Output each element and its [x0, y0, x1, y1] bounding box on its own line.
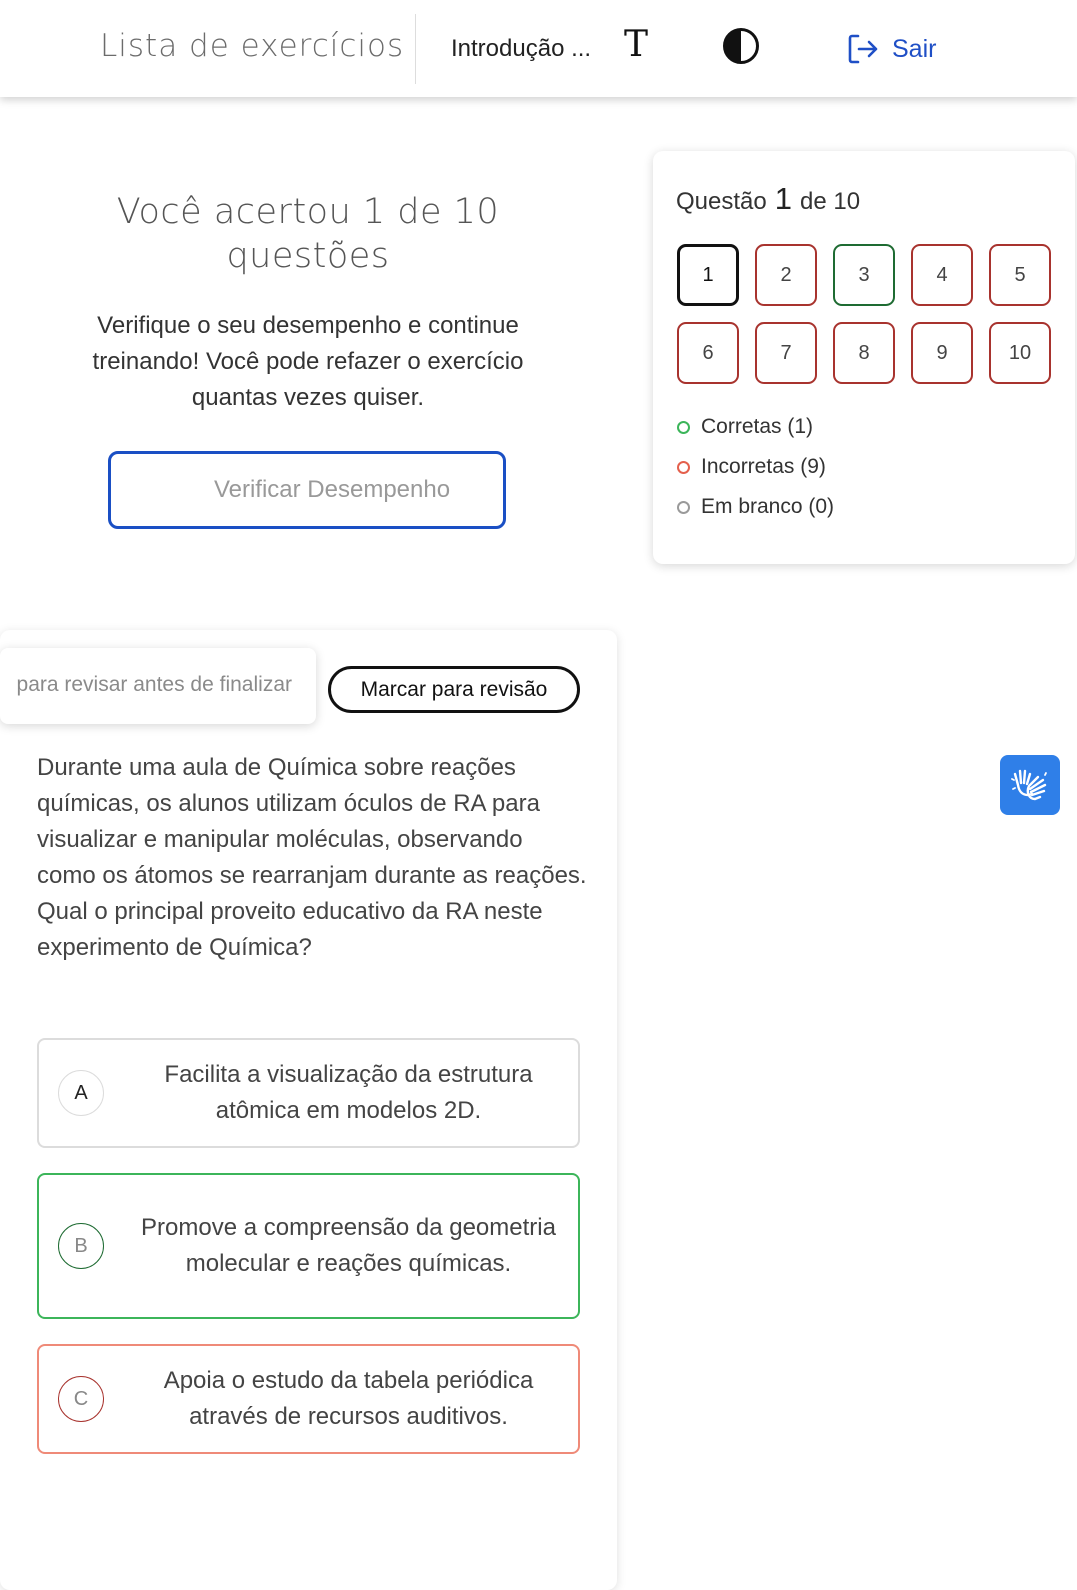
option-text-a: Facilita a visualização da estrutura atômica em modelos 2D. [164, 1061, 533, 1124]
question-button-2[interactable]: 2 [755, 244, 817, 306]
result-summary [60, 190, 556, 416]
legend-incorrect [677, 447, 834, 487]
header-divider [415, 14, 416, 84]
brand-title[interactable]: Lista de exercícios [100, 28, 405, 64]
question-counter-total: de 10 [799, 188, 861, 215]
contrast-icon[interactable] [722, 27, 760, 65]
question-navigator [653, 151, 1075, 564]
result-message: Verifique o seu desempenho e continue treinando! Você pode refazer o exercício quantas vezes quiser. [92, 312, 524, 411]
logout-label: Sair [892, 34, 937, 63]
review-tooltip-text: para revisar antes de finalizar [16, 673, 292, 696]
legend-correct [677, 407, 834, 447]
option-letter-a: A [58, 1070, 104, 1116]
font-size-icon[interactable]: T [624, 24, 649, 65]
status-legend [677, 407, 834, 527]
sign-language-hands-icon [1010, 765, 1050, 805]
question-button-1[interactable]: 1 [677, 244, 739, 306]
option-text-c: Apoia o estudo da tabela periódica através de recursos auditivos. [163, 1367, 534, 1430]
answer-option-b[interactable] [37, 1173, 580, 1319]
legend-incorrect-label: Incorretas (9) [701, 455, 826, 478]
question-prompt: Qual o principal proveito educativo da RA neste experimento de Química? [37, 898, 543, 961]
answer-option-c[interactable] [37, 1344, 580, 1454]
question-context: Durante uma aula de Química sobre reações químicas, os alunos utilizam óculos de RA para visualizar e manipular moléculas, observando como os átomos se rearranjam durante as reações. [37, 754, 587, 889]
question-button-5[interactable]: 5 [989, 244, 1051, 306]
review-tooltip [0, 648, 316, 724]
logout-button[interactable] [846, 32, 936, 66]
logout-icon [846, 32, 880, 66]
question-button-10[interactable]: 10 [989, 322, 1051, 384]
top-bar [0, 0, 1077, 97]
question-statement [37, 750, 587, 966]
course-title: Introdução ... [451, 35, 592, 62]
current-question-number: 1 [774, 181, 792, 216]
blank-dot-icon [677, 501, 690, 514]
question-button-3[interactable]: 3 [833, 244, 895, 306]
question-counter-label: Questão [676, 188, 767, 215]
answer-option-a[interactable] [37, 1038, 580, 1148]
question-button-6[interactable]: 6 [677, 322, 739, 384]
question-button-4[interactable]: 4 [911, 244, 973, 306]
verify-performance-button[interactable]: Verificar Desempenho [108, 451, 506, 529]
legend-blank-label: Em branco (0) [701, 495, 835, 518]
question-button-9[interactable]: 9 [911, 322, 973, 384]
question-counter [676, 181, 860, 217]
question-button-7[interactable]: 7 [755, 322, 817, 384]
option-letter-b: B [58, 1223, 104, 1269]
question-button-8[interactable]: 8 [833, 322, 895, 384]
option-text-b: Promove a compreensão da geometria molecular e reações químicas. [141, 1214, 556, 1277]
correct-dot-icon [677, 421, 690, 434]
option-letter-c: C [58, 1376, 104, 1422]
incorrect-dot-icon [677, 461, 690, 474]
sign-language-button[interactable] [1000, 755, 1060, 815]
legend-blank [677, 487, 834, 527]
result-title: Você acertou 1 de 10 questões [116, 192, 500, 276]
mark-for-review-button[interactable]: Marcar para revisão [328, 666, 580, 713]
legend-correct-label: Corretas (1) [701, 415, 814, 438]
